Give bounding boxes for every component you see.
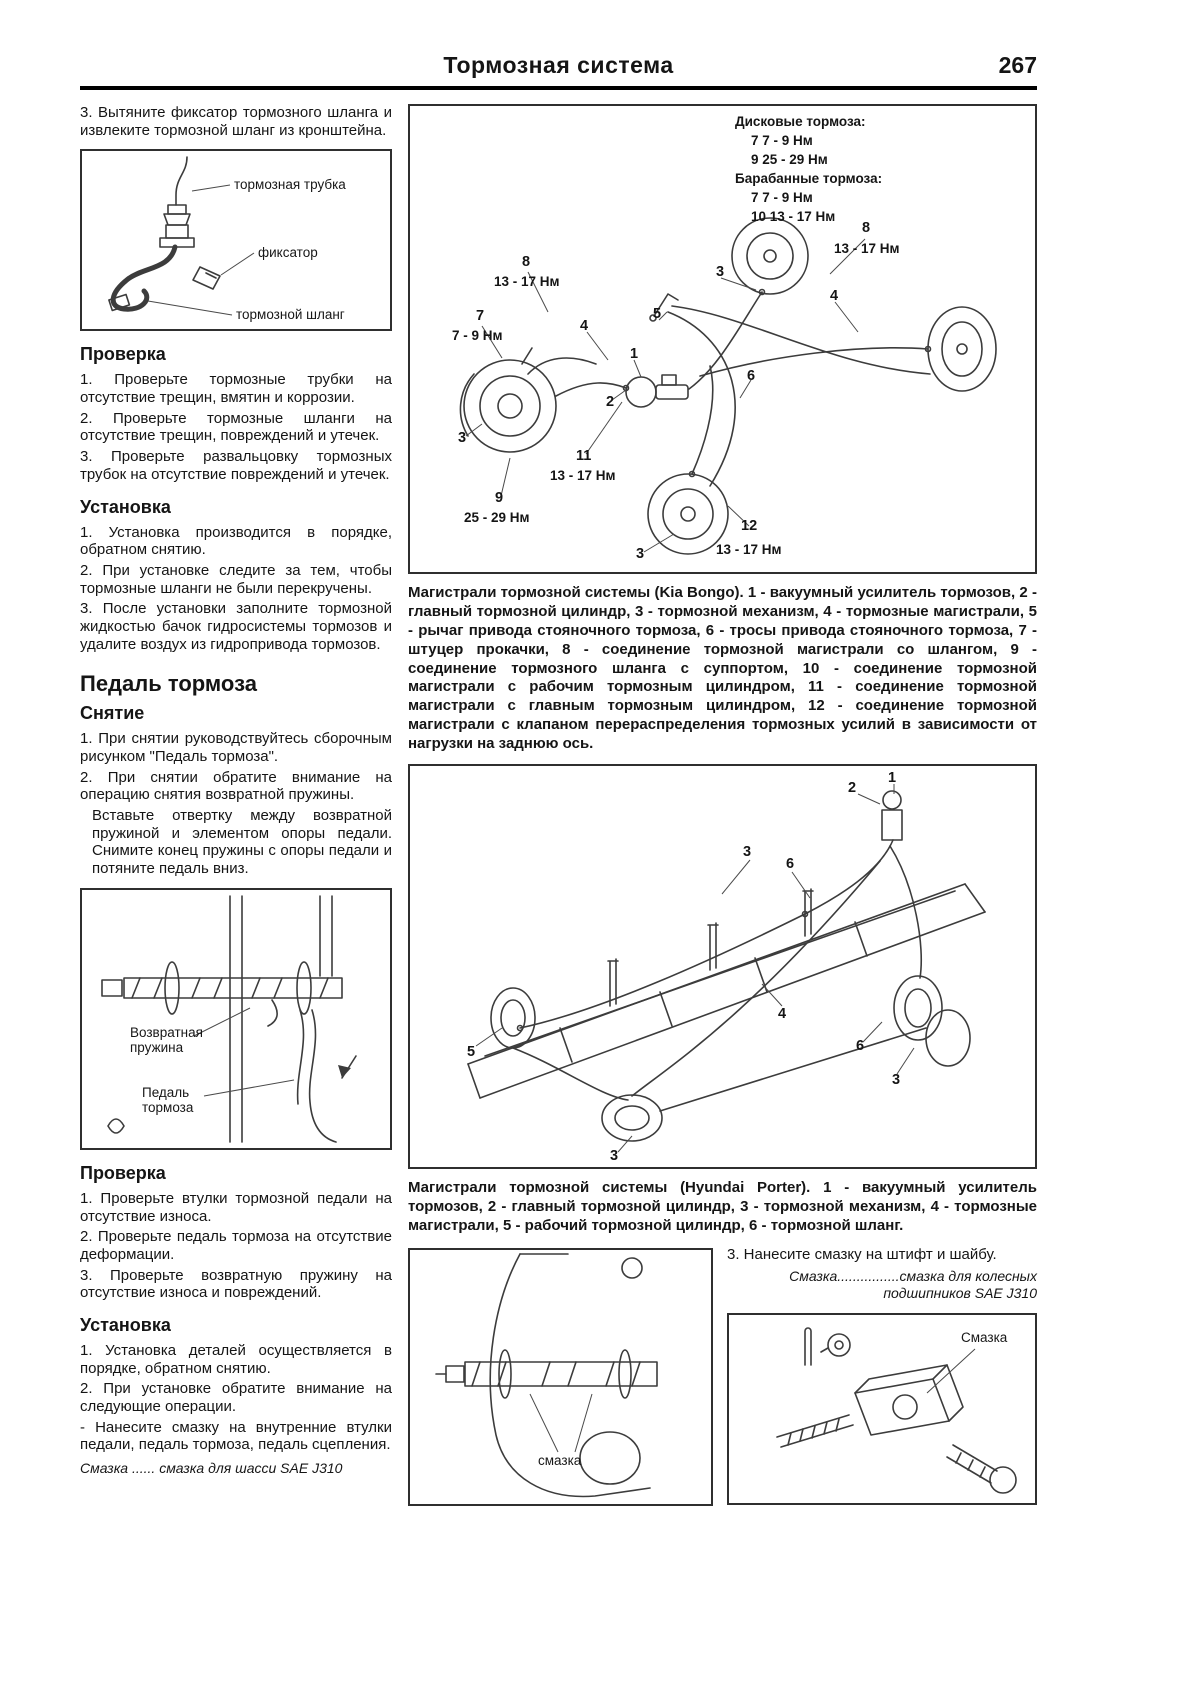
porter-callout-6a: 6 bbox=[786, 856, 795, 873]
figure-kia-bongo-lines bbox=[408, 104, 1037, 574]
bottom-right-block bbox=[727, 1246, 1037, 1515]
legend-disc-1: 7 7 - 9 Нм bbox=[751, 133, 813, 148]
porter-callout-1: 1 bbox=[888, 770, 897, 787]
install1-item: 2. При установке следите за тем, чтобы тормозные шланги не были перекручены. bbox=[80, 561, 392, 597]
label-clip: фиксатор bbox=[258, 245, 318, 261]
grease-note-chassis: Смазка ...... смазка для шасси SAE J310 bbox=[80, 1460, 343, 1477]
install2-item: 2. При установке обратите внимание на следующие операции. bbox=[80, 1380, 392, 1415]
install1-item: 1. Установка производится в порядке, обратном снятию. bbox=[80, 523, 392, 559]
check1-item: 3. Проверьте развальцовку тормозных трубок на отсутствие повреждений и утечек. bbox=[80, 448, 392, 483]
install1-item: 3. После установки заполните тормозной жидкостью бачок гидросистемы тормозов и удалите воздух из гидропривода тормозов. bbox=[80, 600, 392, 653]
callout-8-top: 8 bbox=[862, 220, 871, 236]
step-remove-hose: 3. Вытяните фиксатор тормозного шланга и извлеките тормозной шланг из кронштейна. bbox=[80, 104, 392, 139]
callout-12: 12 bbox=[741, 518, 758, 534]
torque-11: 13 - 17 Нм bbox=[550, 468, 616, 483]
page-number: 267 bbox=[998, 52, 1037, 78]
heading-check-2: Проверка bbox=[80, 1162, 166, 1183]
figure-pedal-grease bbox=[408, 1248, 713, 1506]
callout-11: 11 bbox=[576, 448, 592, 464]
label-grease-clevis: Смазка bbox=[961, 1329, 1008, 1345]
callout-6: 6 bbox=[747, 368, 756, 384]
figure-pedal-assembly bbox=[80, 888, 392, 1150]
legend-drum-2: 10 13 - 17 Нм bbox=[751, 209, 836, 224]
torque-8-left: 13 - 17 Нм bbox=[494, 274, 560, 289]
page-content bbox=[80, 104, 1037, 1515]
check2-item: 2. Проверьте педаль тормоза на отсутствие деформации. bbox=[80, 1228, 392, 1263]
label-return-spring: Возвратная пружина bbox=[130, 1024, 203, 1055]
heading-check-1: Проверка bbox=[80, 344, 166, 365]
callout-2: 2 bbox=[606, 394, 615, 410]
callout-3-front: 3 bbox=[458, 430, 467, 446]
callout-5: 5 bbox=[653, 306, 662, 322]
heading-install-1: Установка bbox=[80, 496, 171, 517]
porter-callout-3a: 3 bbox=[743, 844, 752, 861]
page-title: Тормозная система bbox=[443, 52, 674, 78]
removal-item: 1. При снятии руководствуйтесь сборочным рисунком "Педаль тормоза". bbox=[80, 730, 392, 765]
legend-disc-title: Дисковые тормоза: bbox=[735, 114, 866, 129]
callout-3-rear: 3 bbox=[716, 264, 725, 280]
right-column bbox=[408, 104, 1037, 1515]
left-column bbox=[80, 104, 392, 1476]
heading-install-2: Установка bbox=[80, 1314, 171, 1335]
legend-drum-title: Барабанные тормоза: bbox=[735, 171, 883, 186]
torque-8-top: 13 - 17 Нм bbox=[834, 241, 900, 256]
label-brake-pedal: Педаль тормоза bbox=[142, 1084, 194, 1115]
legend-drum-1: 7 7 - 9 Нм bbox=[751, 190, 813, 205]
porter-callout-3b: 3 bbox=[892, 1072, 901, 1089]
check1-item: 2. Проверьте тормозные шланги на отсутствие трещин, повреждений и утечек. bbox=[80, 409, 392, 445]
bottom-row bbox=[408, 1246, 1037, 1515]
check2-item: 3. Проверьте возвратную пружину на отсутствие износа и повреждений. bbox=[80, 1266, 392, 1302]
porter-callout-2: 2 bbox=[848, 780, 857, 797]
callout-9: 9 bbox=[495, 490, 504, 506]
grease-note-bearings: Смазка................смазка для колесных подшипников SAE J310 bbox=[789, 1267, 1037, 1302]
install2-item: - Нанесите смазку на внутренние втулки педали, педаль тормоза, педаль сцепления. bbox=[80, 1418, 392, 1454]
heading-removal: Снятие bbox=[80, 703, 145, 724]
label-grease-lower: смазка bbox=[538, 1452, 582, 1468]
page-header bbox=[80, 52, 1037, 90]
callout-3-bottom: 3 bbox=[636, 546, 645, 562]
porter-callout-5: 5 bbox=[467, 1044, 476, 1061]
check1-item: 1. Проверьте тормозные трубки на отсутствие трещин, вмятин и коррозии. bbox=[80, 371, 392, 407]
figure-brake-hose bbox=[80, 149, 392, 331]
install2-item: 1. Установка деталей осуществляется в порядке, обратном снятию. bbox=[80, 1341, 392, 1377]
callout-4-right: 4 bbox=[830, 288, 839, 304]
removal-item: Вставьте отвертку между возвратной пружиной и элементом опоры педали. Снимите конец пружины с опоры педали и потяните педаль вниз. bbox=[92, 807, 392, 878]
callout-8-left: 8 bbox=[522, 254, 531, 270]
step-grease-pin: 3. Нанесите смазку на штифт и шайбу. bbox=[727, 1245, 997, 1263]
caption-hyundai-porter: Магистрали тормозной системы (Hyundai Porter). 1 - вакуумный усилитель тормозов, 2 - главный тормозной цилиндр, 3 - тормозной механизм, 4 - тормозные магистрали, 5 - рабочий тормозной цилиндр, 6 - тормозной шланг. bbox=[408, 1179, 1037, 1234]
torque-9: 25 - 29 Нм bbox=[464, 510, 530, 525]
figure-clevis-grease bbox=[727, 1313, 1037, 1505]
label-brake-tube: тормозная трубка bbox=[234, 177, 346, 193]
label-brake-hose: тормозной шланг bbox=[236, 307, 345, 323]
removal-item: 2. При снятии обратите внимание на операцию снятия возвратной пружины. bbox=[80, 768, 392, 804]
torque-12: 13 - 17 Нм bbox=[716, 542, 782, 557]
callout-7: 7 bbox=[476, 308, 485, 324]
legend-disc-2: 9 25 - 29 Нм bbox=[751, 152, 828, 167]
figure-hyundai-porter-lines bbox=[408, 764, 1037, 1169]
porter-callout-4: 4 bbox=[778, 1006, 787, 1023]
heading-brake-pedal: Педаль тормоза bbox=[80, 671, 257, 697]
porter-callout-6b: 6 bbox=[856, 1038, 865, 1055]
porter-callout-3c: 3 bbox=[610, 1148, 619, 1165]
torque-7: 7 - 9 Нм bbox=[452, 328, 503, 343]
check2-item: 1. Проверьте втулки тормозной педали на отсутствие износа. bbox=[80, 1189, 392, 1225]
callout-1: 1 bbox=[630, 346, 639, 362]
caption-kia-bongo: Магистрали тормозной системы (Kia Bongo). 1 - вакуумный усилитель тормозов, 2 - главный тормозной цилиндр, 3 - тормозной механизм, 4 - тормозные магистрали, 5 - рычаг привода стояночного тормоза, 6 - тросы привода стояночного тормоза, 7 - штуцер прокачки, 8 - соединение тормозной магистрали со шлангом, 9 - соединение тормозного шланга с суппортом, 10 - соединение тормозной магистрали с рабочим тормозным цилиндром, 11 - соединение тормозной магистрали с главным тормозным цилиндром, 12 - соединение тормозной магистрали с клапаном перераспределения тормозных усилий в зависимости от нагрузки на заднюю ось. bbox=[408, 584, 1037, 753]
callout-4-left: 4 bbox=[580, 318, 589, 334]
hyundai-porter-drawing-icon bbox=[410, 766, 1035, 1167]
pedal-assembly-drawing-icon bbox=[82, 890, 390, 1148]
kia-bongo-drawing-icon bbox=[410, 106, 1035, 572]
